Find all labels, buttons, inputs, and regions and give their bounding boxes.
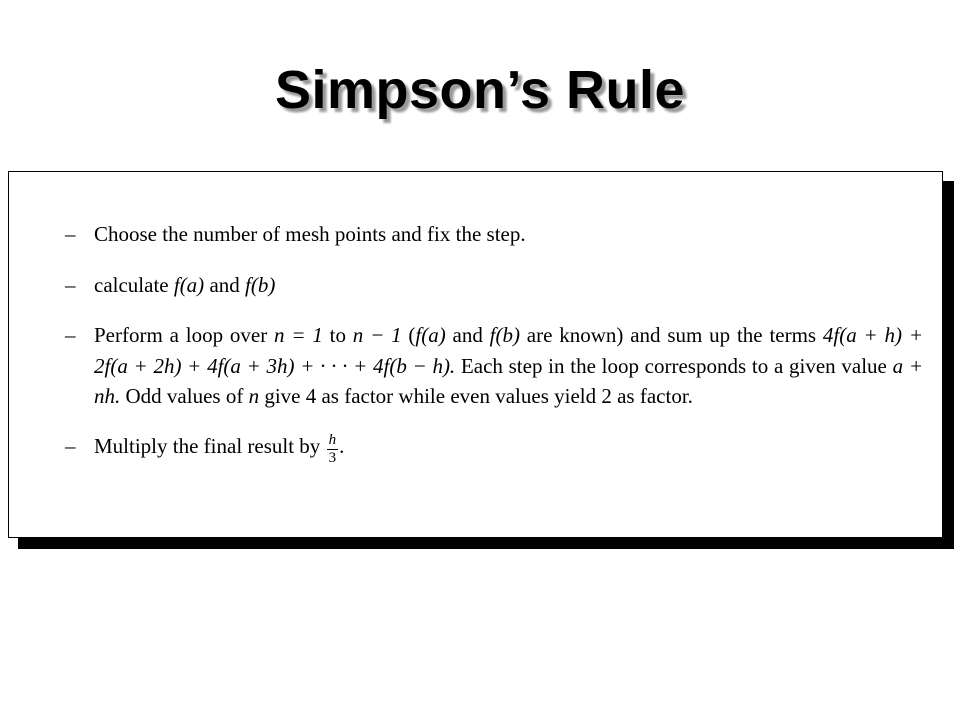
bullet-item-mesh-points	[65, 219, 923, 250]
math-expression: n = 1	[274, 323, 323, 347]
bullet-text: Each step in the loop corresponds to a given value	[455, 353, 893, 378]
bullet-item-loop	[65, 320, 923, 412]
math-expression: a + nh.	[94, 353, 923, 408]
bullet-item-multiply	[65, 431, 923, 466]
math-expression: n	[248, 384, 260, 408]
bullet-text: (	[401, 323, 416, 347]
math-expression: f(b)	[489, 323, 520, 347]
bullet-dash: –	[65, 323, 76, 347]
bullet-list	[65, 219, 923, 466]
bullet-text: Multiply the final result by	[94, 433, 326, 458]
bullet-text: to	[322, 323, 353, 347]
fraction-numerator: h	[328, 431, 337, 448]
fraction-denominator: 3	[328, 449, 337, 466]
slide-title: Simpson’s Rule	[274, 60, 686, 120]
bullet-text: Odd values of	[120, 384, 249, 408]
content-box	[8, 171, 943, 538]
bullet-text: and	[445, 323, 490, 347]
bullet-text: Perform a loop over	[94, 323, 275, 347]
math-expression: 4f(a + h) + 2f(a + 2h) + 4f(a + 3h) + · · · + 4f(b − h).	[94, 323, 923, 378]
math-expression: f(b)	[245, 272, 276, 297]
math-expression: f(a)	[415, 323, 446, 347]
math-expression: f(a)	[173, 272, 205, 297]
bullet-text: and	[204, 272, 246, 297]
fraction-h-over-3	[327, 433, 339, 466]
bullet-item-calculate	[65, 270, 923, 301]
bullet-text: Choose the number of mesh points and fix the step.	[94, 222, 526, 246]
bullet-text: .	[339, 433, 345, 458]
math-expression: n − 1	[352, 323, 402, 347]
bullet-dash: –	[65, 433, 76, 458]
bullet-text: are known) and sum up the terms	[520, 323, 823, 347]
bullet-text: give 4 as factor while even values yield 2 as factor.	[259, 384, 693, 408]
bullet-text: calculate	[94, 272, 174, 297]
bullet-dash: –	[65, 222, 76, 246]
bullet-dash: –	[65, 272, 76, 297]
